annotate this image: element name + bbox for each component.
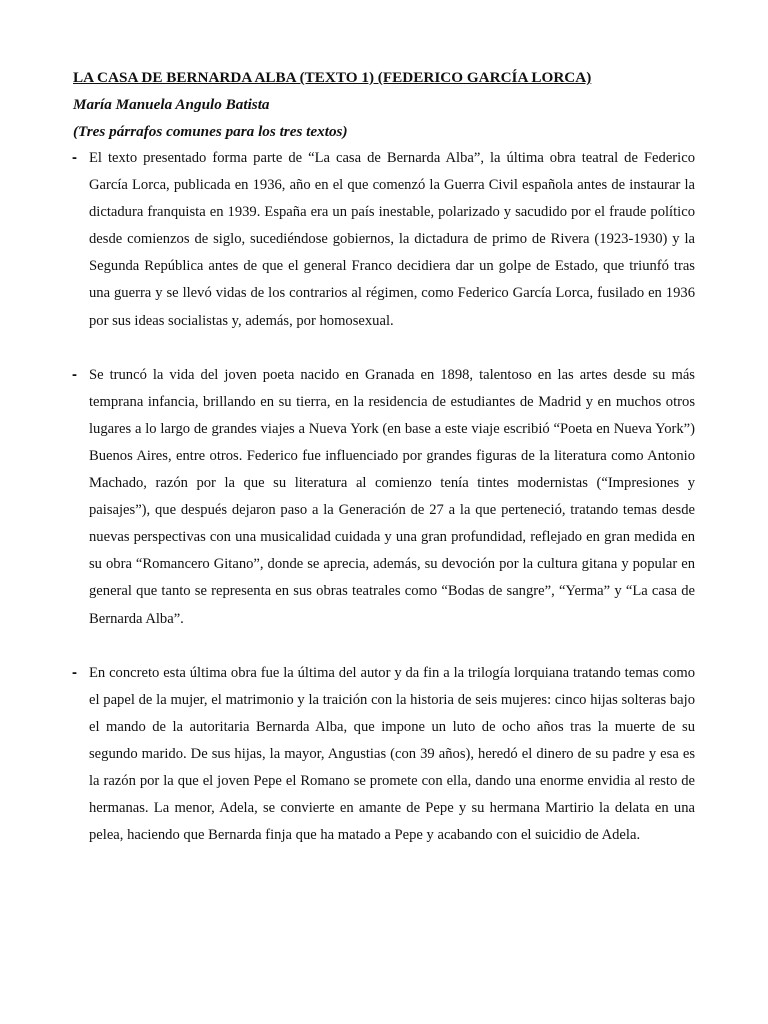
- document-author: María Manuela Angulo Batista: [73, 96, 270, 113]
- document-page: [73, 64, 695, 876]
- bullet-dash: -: [72, 365, 77, 383]
- paragraph-3: En concreto esta última obra fue la última del autor y da fin a la trilogía lorquiana tratando temas como el papel de la mujer, el matrimonio y la traición con la historia de seis mujeres: cinco hijas solteras bajo el mando de la autoritaria Bernarda Alba, que impone un luto de ocho años tras la muerte de su segundo marido. De sus hijas, la mayor, Angustias (con 39 años), heredó el dinero de su padre y esa es la razón por la que el joven Pepe el Romano se promete con ella, dando una enorme envidia al resto de hermanas. La menor, Adela, se convierte en amante de Pepe y su hermana Martirio la delata en una pelea, haciendo que Bernarda finja que ha matado a Pepe y acabando con el suicidio de Adela.: [89, 664, 695, 844]
- list-item: [73, 145, 695, 335]
- list-item: [73, 362, 695, 633]
- document-note: (Tres párrafos comunes para los tres textos): [73, 123, 348, 140]
- paragraph-list: [73, 145, 695, 849]
- paragraph-1: El texto presentado forma parte de “La casa de Bernarda Alba”, la última obra teatral de Federico García Lorca, publicada en 1936, año en el que comenzó la Guerra Civil española antes de instaurar la dictadura franquista en 1939. España era un país inestable, polarizado y sacudido por el fraude político desde comienzos de siglo, sucediéndose gobiernos, la dictadura de primo de Rivera (1923-1930) y la Segunda República antes de que el general Franco decidiera dar un golpe de Estado, que triunfó tras una guerra y se llevó vidas de los contrarios al régimen, como Federico García Lorca, fusilado en 1936 por sus ideas socialistas y, además, por homosexual.: [89, 150, 695, 329]
- bullet-dash: -: [72, 663, 77, 681]
- list-item: [73, 660, 695, 850]
- document-title: LA CASA DE BERNARDA ALBA (TEXTO 1) (FEDERICO GARCÍA LORCA): [73, 69, 592, 86]
- paragraph-2: Se truncó la vida del joven poeta nacido en Granada en 1898, talentoso en las artes desde su más temprana infancia, brillando en su tierra, en la residencia de estudiantes de Madrid y en muchos otros lugares a lo largo de grandes viajes a Nueva York (en base a este viaje escribió “Poeta en Nueva York”) Buenos Aires, entre otros. Federico fue influenciado por grandes figuras de la literatura como Antonio Machado, razón por la que su literatura al comienzo tenía tintes modernistas (“Impresiones y paisajes”), que después dejaron paso a la Generación de 27 a la que perteneció, tratando temas desde nuevas perspectivas con una musicalidad cuidada y una gran profundidad, reflejado en gran medida en su obra “Romancero Gitano”, donde se aprecia, además, su devoción por la cultura gitana y popular en general que tanto se representa en sus obras teatrales como “Bodas de sangre”, “Yerma” y “La casa de Bernarda Alba”.: [89, 366, 695, 627]
- bullet-dash: -: [72, 149, 77, 166]
